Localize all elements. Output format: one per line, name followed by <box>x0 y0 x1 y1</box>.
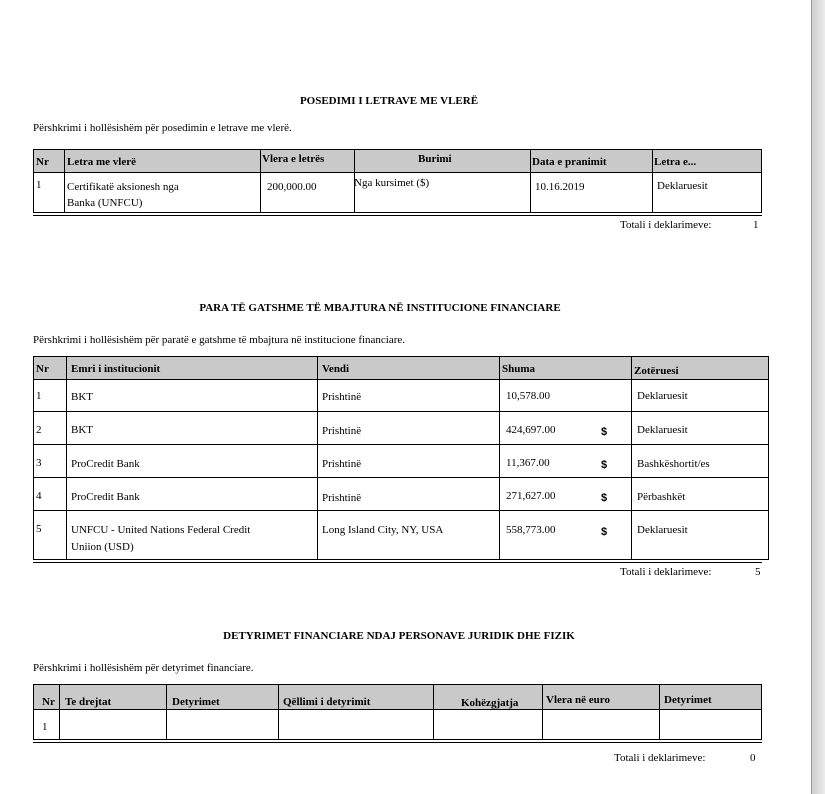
col-header-vendi: Vendi <box>322 363 350 375</box>
section2-total-label: Totali i deklarimeve: <box>620 566 712 578</box>
col-header-letra-e: Letra e... <box>654 156 697 168</box>
col-header-kohezgjatja: Kohëzgjatja <box>461 697 519 709</box>
table-row-5-shuma: 558,773.00 <box>506 524 556 536</box>
table-cell-letra-line2: Banka (UNFCU) <box>67 197 143 209</box>
col-header-data: Data e pranimit <box>532 156 607 168</box>
table-cell-letra-e: Deklaruesit <box>657 180 708 192</box>
col-header-nr: Nr <box>42 696 55 708</box>
liabilities-table <box>33 684 762 740</box>
section3-total-label: Totali i deklarimeve: <box>614 752 706 764</box>
table-row-1-nr: 1 <box>36 390 42 402</box>
section1-total-label: Totali i deklarimeve: <box>620 219 712 231</box>
table-row-1-emri: BKT <box>71 391 93 403</box>
page-shadow <box>812 0 825 794</box>
section2-description: Përshkrimi i hollësishëm për paratë e gatshme të mbajtura në institucione financiare. <box>33 334 406 346</box>
section1-total-value: 1 <box>753 219 759 231</box>
cash-holdings-table <box>33 356 769 560</box>
col-header-zoteruesi: Zotëruesi <box>634 365 679 377</box>
section3-total-value: 0 <box>750 752 756 764</box>
table-row-5-zoteruesi: Deklaruesit <box>637 524 688 536</box>
table-row-4-vendi: Prishtinë <box>322 492 362 504</box>
col-header-burimi: Burimi <box>418 153 452 165</box>
table-row-3-emri: ProCredit Bank <box>71 458 140 470</box>
currency-icon: $ <box>601 492 608 504</box>
col-header-detyrimet: Detyrimet <box>172 696 220 708</box>
table-row-3-shuma: 11,367.00 <box>506 457 550 469</box>
table-row-2-vendi: Prishtinë <box>322 425 362 437</box>
table-row-2-nr: 2 <box>36 424 42 436</box>
table-row-3-nr: 3 <box>36 457 42 469</box>
table-row-5-nr: 5 <box>36 523 42 535</box>
table-row-1-vendi: Prishtinë <box>322 391 362 403</box>
currency-icon: $ <box>601 426 608 438</box>
table-row-5-emri-line2: Uniion (USD) <box>71 541 134 553</box>
section1-description: Përshkrimi i hollësishëm për posedimin e letrave me vlerë. <box>33 122 292 134</box>
col-header-emri: Emri i institucionit <box>71 363 161 375</box>
col-header-vlera: Vlera e letrës <box>262 153 325 165</box>
section2-title: PARA TË GATSHME TË MBAJTURA NË INSTITUCIONE FINANCIARE <box>199 302 561 314</box>
col-header-nr: Nr <box>36 156 49 168</box>
table-row-1-zoteruesi: Deklaruesit <box>637 390 688 402</box>
table-cell-data: 10.16.2019 <box>535 181 585 193</box>
col-header-qellimi: Qëllimi i detyrimit <box>283 696 371 708</box>
table-cell-nr: 1 <box>42 721 48 733</box>
currency-icon: $ <box>601 526 608 538</box>
currency-icon: $ <box>601 459 608 471</box>
section3-description: Përshkrimi i hollësishëm për detyrimet financiare. <box>33 662 254 674</box>
table-row-3-zoteruesi: Bashkëshortit/es <box>637 458 710 470</box>
table-row-5-vendi: Long Island City, NY, USA <box>322 524 444 536</box>
table-row-1-shuma: 10,578.00 <box>506 390 550 402</box>
table-cell-nr: 1 <box>36 179 42 191</box>
col-header-shuma: Shuma <box>502 363 536 375</box>
table-row-2-shuma: 424,697.00 <box>506 424 556 436</box>
col-header-vlera-euro: Vlera në euro <box>546 694 610 706</box>
securities-table <box>33 149 762 213</box>
table-cell-vlera: 200,000.00 <box>267 181 317 193</box>
table-cell-burimi: Nga kursimet ($) <box>354 177 430 189</box>
col-header-detyrimet-2: Detyrimet <box>664 694 712 706</box>
section2-total-value: 5 <box>755 566 761 578</box>
table-row-4-shuma: 271,627.00 <box>506 490 556 502</box>
col-header-te-drejtat: Te drejtat <box>65 696 112 708</box>
table-row-2-zoteruesi: Deklaruesit <box>637 424 688 436</box>
table-cell-letra: Certifikatë aksionesh nga <box>67 181 179 193</box>
table-row-2-emri: BKT <box>71 424 93 436</box>
section1-title: POSEDIMI I LETRAVE ME VLERË <box>299 95 479 107</box>
table-row-4-zoteruesi: Përbashkët <box>637 491 686 503</box>
col-header-nr: Nr <box>36 363 49 375</box>
table-row-4-emri: ProCredit Bank <box>71 491 140 503</box>
table-row-4-nr: 4 <box>36 490 42 502</box>
table-row-5-emri: UNFCU - United Nations Federal Credit <box>71 524 251 536</box>
table-row-3-vendi: Prishtinë <box>322 458 362 470</box>
col-header-letra: Letra me vlerë <box>67 156 137 168</box>
section3-title: DETYRIMET FINANCIARE NDAJ PERSONAVE JURIDIK DHE FIZIK <box>223 630 575 642</box>
